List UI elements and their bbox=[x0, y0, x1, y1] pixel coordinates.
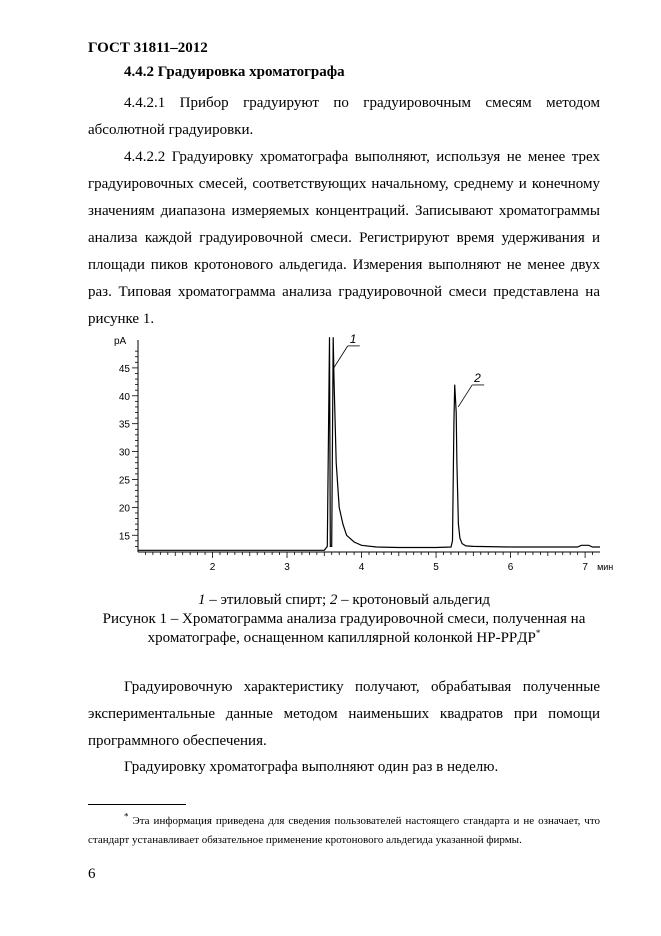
y-tick-label: 30 bbox=[118, 447, 130, 459]
paragraph-4-4-2-1: 4.4.2.1 Прибор градуируют по градуировочным смесям методом абсолютной градуировки. bbox=[88, 95, 600, 138]
figure-caption bbox=[88, 610, 600, 648]
standard-header: ГОСТ 31811–2012 bbox=[88, 40, 208, 56]
figure-caption-text: Рисунок 1 – Хроматограмма анализа градуировочной смеси, полученная на хроматографе, оснащенном капиллярной колонкой HP-PPДP bbox=[102, 611, 586, 646]
figure-legend bbox=[88, 591, 600, 610]
footnote-text: Эта информация приведена для сведения пользователей настоящего стандарта и не означает, что стандарт устанавливает обязательное применение кротонового альдегида указанной фирмы. bbox=[88, 815, 600, 846]
x-tick-label: 6 bbox=[507, 562, 514, 573]
chromatogram-trace bbox=[138, 337, 600, 550]
peak-1-label: 1 bbox=[349, 331, 357, 346]
y-tick-label: 15 bbox=[118, 531, 130, 543]
paragraph-calibration-frequency: Градуировку хроматографа выполняют один раз в неделю. bbox=[124, 759, 499, 775]
y-tick-label: 20 bbox=[118, 503, 130, 515]
x-tick-label: 2 bbox=[209, 562, 216, 573]
chromatogram-chart bbox=[100, 330, 630, 575]
paragraph-4-4-2-2: 4.4.2.2 Градуировку хроматографа выполняют, используя не менее трех градуировочных смесей, соответствующих начальному, среднему и конечному значениям диапазона измеряемых концентраций. Записывают хроматограммы анализа каждой градуировочной смеси. Регистрируют время удерживания и площади пиков кротонового альдегида. Измерения выполняют не менее двух раз. Типовая хроматограмма анализа градуировочной смеси представлена на рисунке 1. bbox=[88, 149, 600, 327]
legend-1-text: – этиловый спирт; bbox=[205, 592, 330, 608]
y-tick-label: 35 bbox=[118, 419, 130, 431]
footnote-mark: * bbox=[124, 811, 129, 822]
paragraph-calibration-characteristic: Градуировочную характеристику получают, обрабатывая полученные экспериментальные данные методом наименьших квадратов при помощи программного обеспечения. bbox=[88, 679, 600, 749]
x-tick-label: 7 bbox=[582, 562, 588, 573]
legend-2-number: 2 bbox=[329, 592, 338, 608]
footnote bbox=[88, 812, 600, 850]
page-number: 6 bbox=[88, 866, 96, 882]
x-tick-label: 3 bbox=[284, 562, 290, 573]
peak-1-leader bbox=[334, 346, 348, 368]
section-title: 4.4.2 Градуировка хроматографа bbox=[124, 64, 345, 80]
x-tick-label: 5 bbox=[433, 562, 439, 573]
caption-footnote-mark: * bbox=[535, 628, 541, 638]
legend-2-text: – кротоновый альдегид bbox=[337, 592, 491, 608]
y-tick-label: 25 bbox=[118, 475, 130, 487]
footnote-separator bbox=[88, 804, 186, 805]
peak-2-leader bbox=[458, 385, 472, 407]
x-tick-label: 4 bbox=[358, 562, 365, 573]
y-tick-label: 40 bbox=[118, 391, 130, 403]
y-tick-label: 45 bbox=[118, 363, 130, 375]
y-axis-label: pA bbox=[114, 336, 127, 347]
peak-2-label: 2 bbox=[474, 370, 481, 385]
x-axis-label: мин bbox=[597, 562, 614, 572]
legend-1-number: 1 bbox=[197, 592, 206, 608]
